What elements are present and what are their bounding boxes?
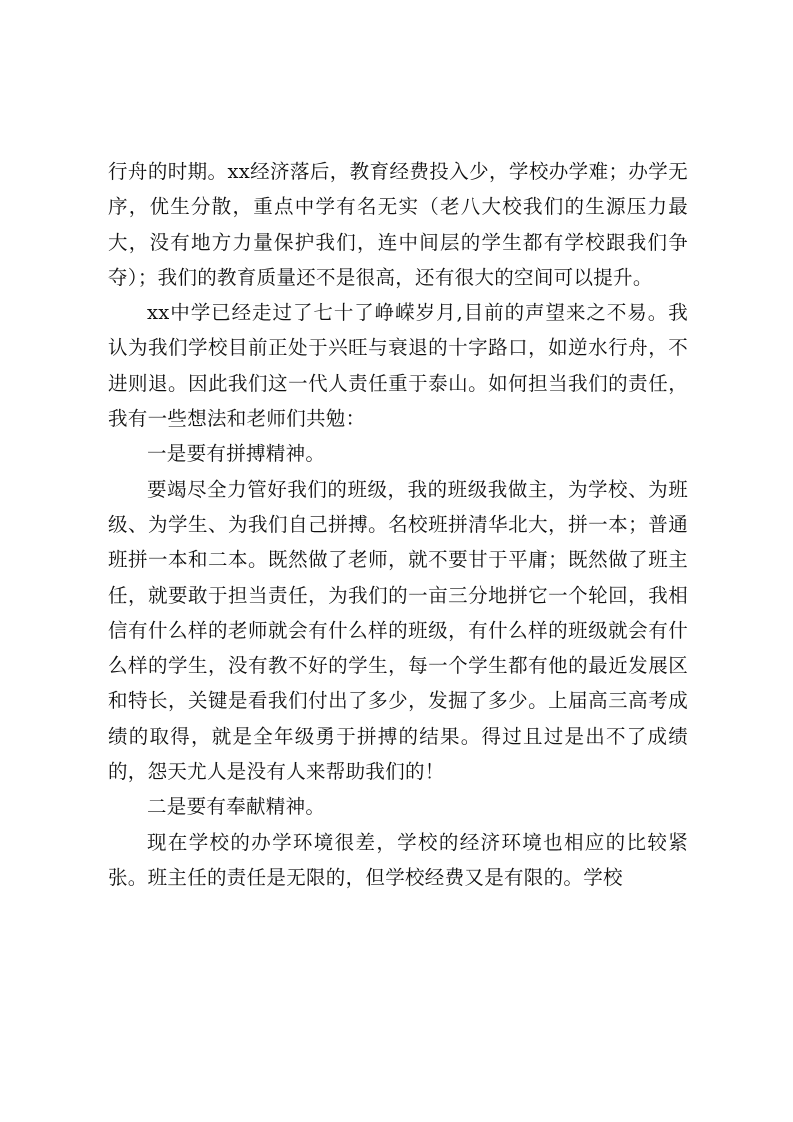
document-body [108,154,688,895]
paragraph-4: 现在学校的办学环境很差，学校的经济环境也相应的比较紧张。班主任的责任是无限的，但学校经费又是有限的。学校 [108,830,688,889]
heading-point-two: 二是要有奉献精神。 [147,795,326,819]
heading-point-one: 一是要有拼搏精神。 [147,442,326,466]
paragraph-1: 行舟的时期。xx经济落后，教育经费投入少，学校办学难；办学无序，优生分散，重点中学有名无实（老八大校我们的生源压力最大，没有地方力量保护我们，连中间层的学生都有学校跟我们争夺）；我们的教育质量还不是很高，还有很大的空间可以提升。 [108,160,688,289]
paragraph-2: xx中学已经走过了七十了峥嵘岁月,目前的声望来之不易。我认为我们学校目前正处于兴旺与衰退的十字路口，如逆水行舟，不进则退。因此我们这一代人责任重于泰山。如何担当我们的责任，我有一些想法和老师们共勉： [108,301,688,431]
paragraph-3: 要竭尽全力管好我们的班级，我的班级我做主，为学校、为班级、为学生、为我们自己拼搏。名校班拼清华北大，拼一本；普通班拼一本和二本。既然做了老师，就不要甘于平庸；既然做了班主任，就要敢于担当责任，为我们的一亩三分地拼它一个轮回，我相信有什么样的老师就会有什么样的班级，有什么样的班级就会有什么样的学生，没有教不好的学生，每一个学生都有他的最近发展区和特长，关键是看我们付出了多少，发掘了多少。上届高三高考成绩的取得，就是全年级勇于拼搏的结果。得过且过是出不了成绩的，怨天尤人是没有人来帮助我们的！ [108,477,688,784]
